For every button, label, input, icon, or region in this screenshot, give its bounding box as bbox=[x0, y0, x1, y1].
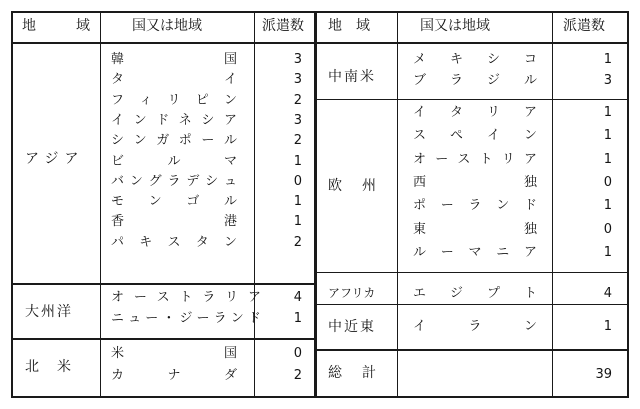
dispatch-count: 2 bbox=[293, 133, 302, 148]
divider-center bbox=[314, 11, 317, 398]
country-name: ス ペ イ ン bbox=[413, 128, 537, 143]
dispatch-count: 3 bbox=[293, 52, 302, 67]
divider-right-region bbox=[397, 11, 398, 398]
dispatch-count: 0 bbox=[293, 174, 302, 189]
country-name: エ ジ プ ト bbox=[413, 286, 537, 301]
rule-europe-bottom bbox=[316, 272, 629, 273]
country-name: ブ ラ ジ ル bbox=[413, 73, 537, 88]
country-name: 西 独 bbox=[413, 175, 537, 190]
header-count-right: 派遣数 bbox=[563, 18, 605, 34]
region-middle-east: 中近東 bbox=[328, 319, 376, 335]
dispatch-count: 3 bbox=[293, 113, 302, 128]
dispatch-count: 1 bbox=[603, 128, 612, 143]
region-north-america: 北米 bbox=[25, 359, 89, 375]
country-name: カ ナ ダ bbox=[111, 368, 237, 383]
header-rule bbox=[11, 42, 629, 44]
region-asia: アジア bbox=[25, 151, 85, 167]
country-name: イ ラ ン bbox=[413, 319, 537, 334]
country-name: フ ィ リ ピ ン bbox=[111, 93, 237, 108]
country-name: オ ー ス ト ラ リ ア bbox=[111, 290, 261, 305]
country-name: タ イ bbox=[111, 72, 237, 87]
total-label: 総計 bbox=[328, 365, 396, 381]
country-name: オ ー ス ト リ ア bbox=[413, 152, 537, 167]
dispatch-count: 1 bbox=[293, 154, 302, 169]
dispatch-count: 1 bbox=[603, 52, 612, 67]
divider-right-count bbox=[552, 11, 553, 398]
country-name: ポ ー ラ ン ド bbox=[413, 198, 537, 213]
header-country-right: 国又は地域 bbox=[420, 18, 490, 34]
rule-oceania-bottom bbox=[11, 338, 314, 340]
region-oceania: 大州洋 bbox=[25, 304, 73, 320]
dispatch-count: 4 bbox=[293, 290, 302, 305]
country-name: シ ン ガ ポ ー ル bbox=[111, 133, 237, 148]
dispatch-count: 0 bbox=[603, 222, 612, 237]
country-name: イ タ リ ア bbox=[413, 105, 537, 120]
dispatch-count: 3 bbox=[293, 72, 302, 87]
dispatch-count: 2 bbox=[293, 93, 302, 108]
dispatch-count: 1 bbox=[603, 198, 612, 213]
country-name: 韓 国 bbox=[111, 52, 237, 67]
header-region-left bbox=[22, 17, 90, 35]
dispatch-count: 4 bbox=[603, 286, 612, 301]
header-country-left: 国又は地域 bbox=[132, 18, 202, 34]
country-name: モ ン ゴ ル bbox=[111, 194, 237, 209]
dispatch-count: 0 bbox=[293, 346, 302, 361]
header-char: 地 bbox=[22, 18, 36, 34]
dispatch-count: 1 bbox=[603, 152, 612, 167]
dispatch-count: 1 bbox=[293, 311, 302, 326]
country-name: ニ ュ ー ・ ジ ー ラ ン ド bbox=[111, 311, 261, 326]
country-name: ビ ル マ bbox=[111, 154, 237, 169]
dispatch-count: 1 bbox=[603, 319, 612, 334]
header-region-right: 地 域 bbox=[328, 18, 370, 34]
region-europe: 欧州 bbox=[328, 178, 396, 194]
country-name: 東 独 bbox=[413, 222, 537, 237]
dispatch-count: 2 bbox=[293, 368, 302, 383]
total-count: 39 bbox=[595, 367, 612, 382]
dispatch-count: 1 bbox=[603, 245, 612, 260]
dispatch-count: 1 bbox=[293, 194, 302, 209]
rule-mideast-bottom bbox=[316, 349, 629, 351]
dispatch-count: 1 bbox=[603, 105, 612, 120]
dispatch-count: 0 bbox=[603, 175, 612, 190]
dispatch-count: 1 bbox=[293, 214, 302, 229]
country-name: ル ー マ ニ ア bbox=[413, 245, 537, 260]
region-latin-america: 中南米 bbox=[328, 69, 376, 85]
header-char: 域 bbox=[76, 18, 90, 34]
dispatch-count: 2 bbox=[293, 235, 302, 250]
dispatch-count: 3 bbox=[603, 73, 612, 88]
country-name: パ キ ス タ ン bbox=[111, 235, 237, 250]
header-count-left: 派遣数 bbox=[262, 18, 304, 34]
country-name: 香 港 bbox=[111, 214, 237, 229]
country-name: イ ン ド ネ シ ア bbox=[111, 113, 237, 128]
country-name: 米 国 bbox=[111, 346, 237, 361]
rule-asia-bottom bbox=[11, 283, 314, 285]
region-africa: アフリカ bbox=[328, 286, 376, 300]
country-name: バ ン グ ラ デ シ ュ bbox=[111, 174, 237, 189]
country-name: メ キ シ コ bbox=[413, 52, 537, 67]
rule-africa-bottom bbox=[316, 304, 629, 305]
rule-latin-bottom bbox=[316, 99, 629, 100]
